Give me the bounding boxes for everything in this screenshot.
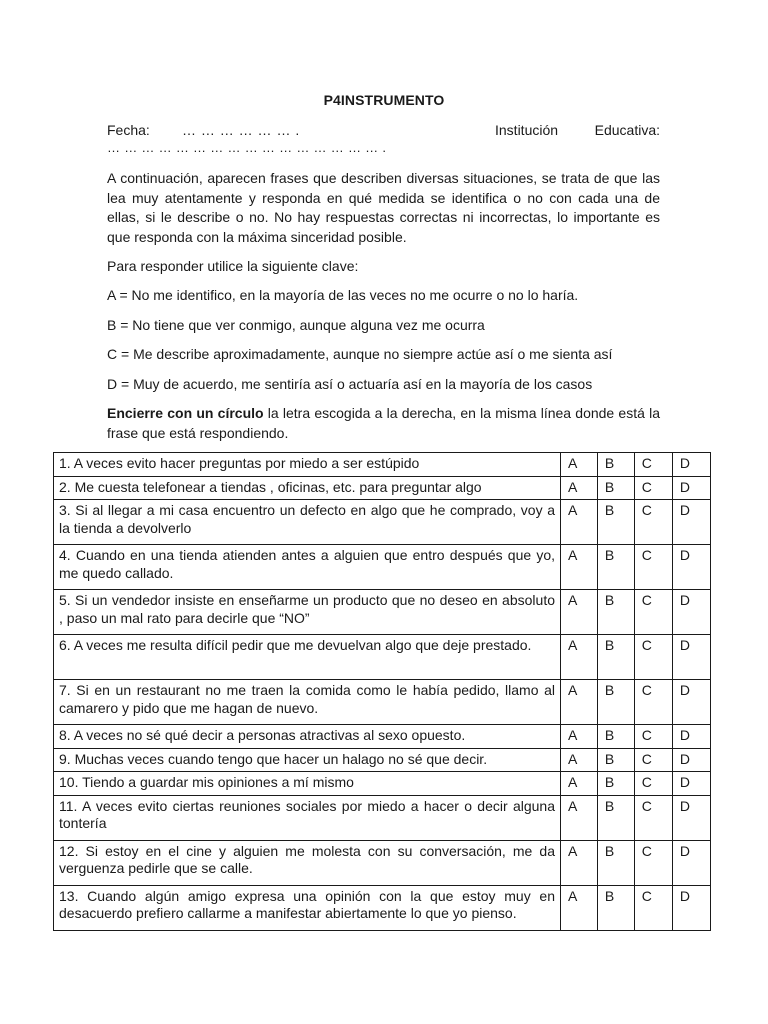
option-b[interactable]: B [597, 500, 634, 545]
option-b[interactable]: B [597, 545, 634, 590]
table-row [54, 772, 711, 796]
option-a[interactable]: A [561, 635, 598, 680]
option-d[interactable]: D [672, 748, 710, 772]
question-text: 8. A veces no sé qué decir a personas atractivas al sexo opuesto. [54, 725, 561, 749]
question-text: 11. A veces evito ciertas reuniones sociales por miedo a hacer o decir alguna tontería [54, 795, 561, 840]
question-text: 6. A veces me resulta difícil pedir que me devuelvan algo que deje prestado. [54, 635, 561, 680]
option-d[interactable]: D [672, 772, 710, 796]
option-b[interactable]: B [597, 635, 634, 680]
key-intro: Para responder utilice la siguiente clave: [107, 258, 359, 274]
option-b[interactable]: B [597, 453, 634, 477]
option-b[interactable]: B [597, 476, 634, 500]
option-d[interactable]: D [672, 545, 710, 590]
table-row [54, 725, 711, 749]
table-row [54, 840, 711, 885]
option-a[interactable]: A [561, 772, 598, 796]
option-a[interactable]: A [561, 795, 598, 840]
educativa-label: Educativa: [594, 122, 660, 138]
table-row [54, 885, 711, 930]
option-d[interactable]: D [672, 725, 710, 749]
option-c[interactable]: C [634, 725, 672, 749]
question-text: 1. A veces evito hacer preguntas por miedo a ser estúpido [54, 453, 561, 477]
key-option-a: A = No me identifico, en la mayoría de las veces no me ocurre o no lo haría. [107, 287, 579, 303]
question-text: 2. Me cuesta telefonear a tiendas , oficinas, etc. para preguntar algo [54, 476, 561, 500]
option-a[interactable]: A [561, 748, 598, 772]
option-d[interactable]: D [672, 500, 710, 545]
instruction-bold: Encierre con un círculo [107, 405, 264, 421]
key-option-d: D = Muy de acuerdo, me sentiría así o actuaría así en la mayoría de los casos [107, 376, 593, 392]
option-c[interactable]: C [634, 748, 672, 772]
option-c[interactable]: C [634, 500, 672, 545]
option-c[interactable]: C [634, 453, 672, 477]
question-text: 5. Si un vendedor insiste en enseñarme un producto que no deseo en absoluto , paso un mal rato para decirle que “NO” [54, 590, 561, 635]
option-a[interactable]: A [561, 680, 598, 725]
option-b[interactable]: B [597, 725, 634, 749]
key-option-b: B = No tiene que ver conmigo, aunque alguna vez me ocurra [107, 317, 485, 333]
table-row [54, 590, 711, 635]
option-c[interactable]: C [634, 795, 672, 840]
option-a[interactable]: A [561, 840, 598, 885]
question-text: 4. Cuando en una tienda atienden antes a alguien que entro después que yo, me quedo callado. [54, 545, 561, 590]
option-c[interactable]: C [634, 772, 672, 796]
question-text: 12. Si estoy en el cine y alguien me molesta con su conversación, me da verguenza pedirle que se calle. [54, 840, 561, 885]
table-row [54, 795, 711, 840]
survey-table [53, 452, 711, 931]
option-a[interactable]: A [561, 476, 598, 500]
option-d[interactable]: D [672, 885, 710, 930]
instruction-rest: la letra escogida a la derecha, en la misma línea donde está la frase que está respondiendo. [107, 405, 660, 441]
document-title: P4INSTRUMENTO [323, 92, 445, 108]
fecha-label: Fecha: [107, 122, 150, 138]
option-c[interactable]: C [634, 476, 672, 500]
option-c[interactable]: C [634, 545, 672, 590]
option-a[interactable]: A [561, 453, 598, 477]
option-b[interactable]: B [597, 795, 634, 840]
key-option-c: C = Me describe aproximadamente, aunque no siempre actúe así o me sienta así [107, 346, 613, 362]
fecha-dots: … … … … … … . [182, 122, 300, 138]
option-d[interactable]: D [672, 795, 710, 840]
question-text: 9. Muchas veces cuando tengo que hacer un halago no sé que decir. [54, 748, 561, 772]
option-c[interactable]: C [634, 680, 672, 725]
option-a[interactable]: A [561, 545, 598, 590]
option-b[interactable]: B [597, 772, 634, 796]
option-d[interactable]: D [672, 590, 710, 635]
table-row [54, 680, 711, 725]
option-b[interactable]: B [597, 748, 634, 772]
option-b[interactable]: B [597, 680, 634, 725]
option-c[interactable]: C [634, 840, 672, 885]
option-d[interactable]: D [672, 476, 710, 500]
intro-paragraph: A continuación, aparecen frases que describen diversas situaciones, se trata de que las lea muy atentamente y responda en qué medida se identifica o no con cada una de ellas, si le describe o no. No hay respuestas correctas ni incorrectas, lo importante es que responda con la máxima sinceridad posible. [107, 170, 660, 245]
option-a[interactable]: A [561, 590, 598, 635]
question-text: 3. Si al llegar a mi casa encuentro un defecto en algo que he comprado, voy a la tienda a devolverlo [54, 500, 561, 545]
option-b[interactable]: B [597, 590, 634, 635]
option-b[interactable]: B [597, 840, 634, 885]
option-c[interactable]: C [634, 590, 672, 635]
header-fields-line [107, 122, 660, 140]
option-d[interactable]: D [672, 840, 710, 885]
question-text: 13. Cuando algún amigo expresa una opinión con la que estoy muy en desacuerdo prefiero callarme a manifestar abiertamente lo que yo pienso. [54, 885, 561, 930]
option-d[interactable]: D [672, 680, 710, 725]
option-c[interactable]: C [634, 635, 672, 680]
option-c[interactable]: C [634, 885, 672, 930]
option-a[interactable]: A [561, 725, 598, 749]
option-b[interactable]: B [597, 885, 634, 930]
option-d[interactable]: D [672, 453, 710, 477]
option-a[interactable]: A [561, 885, 598, 930]
table-row [54, 476, 711, 500]
table-row [54, 635, 711, 680]
table-row [54, 748, 711, 772]
option-d[interactable]: D [672, 635, 710, 680]
question-text: 10. Tiendo a guardar mis opiniones a mí mismo [54, 772, 561, 796]
institucion-label: Institución [495, 122, 559, 138]
table-row [54, 500, 711, 545]
option-a[interactable]: A [561, 500, 598, 545]
table-row [54, 453, 711, 477]
institucion-dots: … … … … … … … … … … … … … … … … . [107, 140, 387, 155]
instruction-paragraph [107, 404, 660, 443]
table-row [54, 545, 711, 590]
question-text: 7. Si en un restaurant no me traen la comida como le había pedido, llamo al camarero y pido que me hagan de nuevo. [54, 680, 561, 725]
